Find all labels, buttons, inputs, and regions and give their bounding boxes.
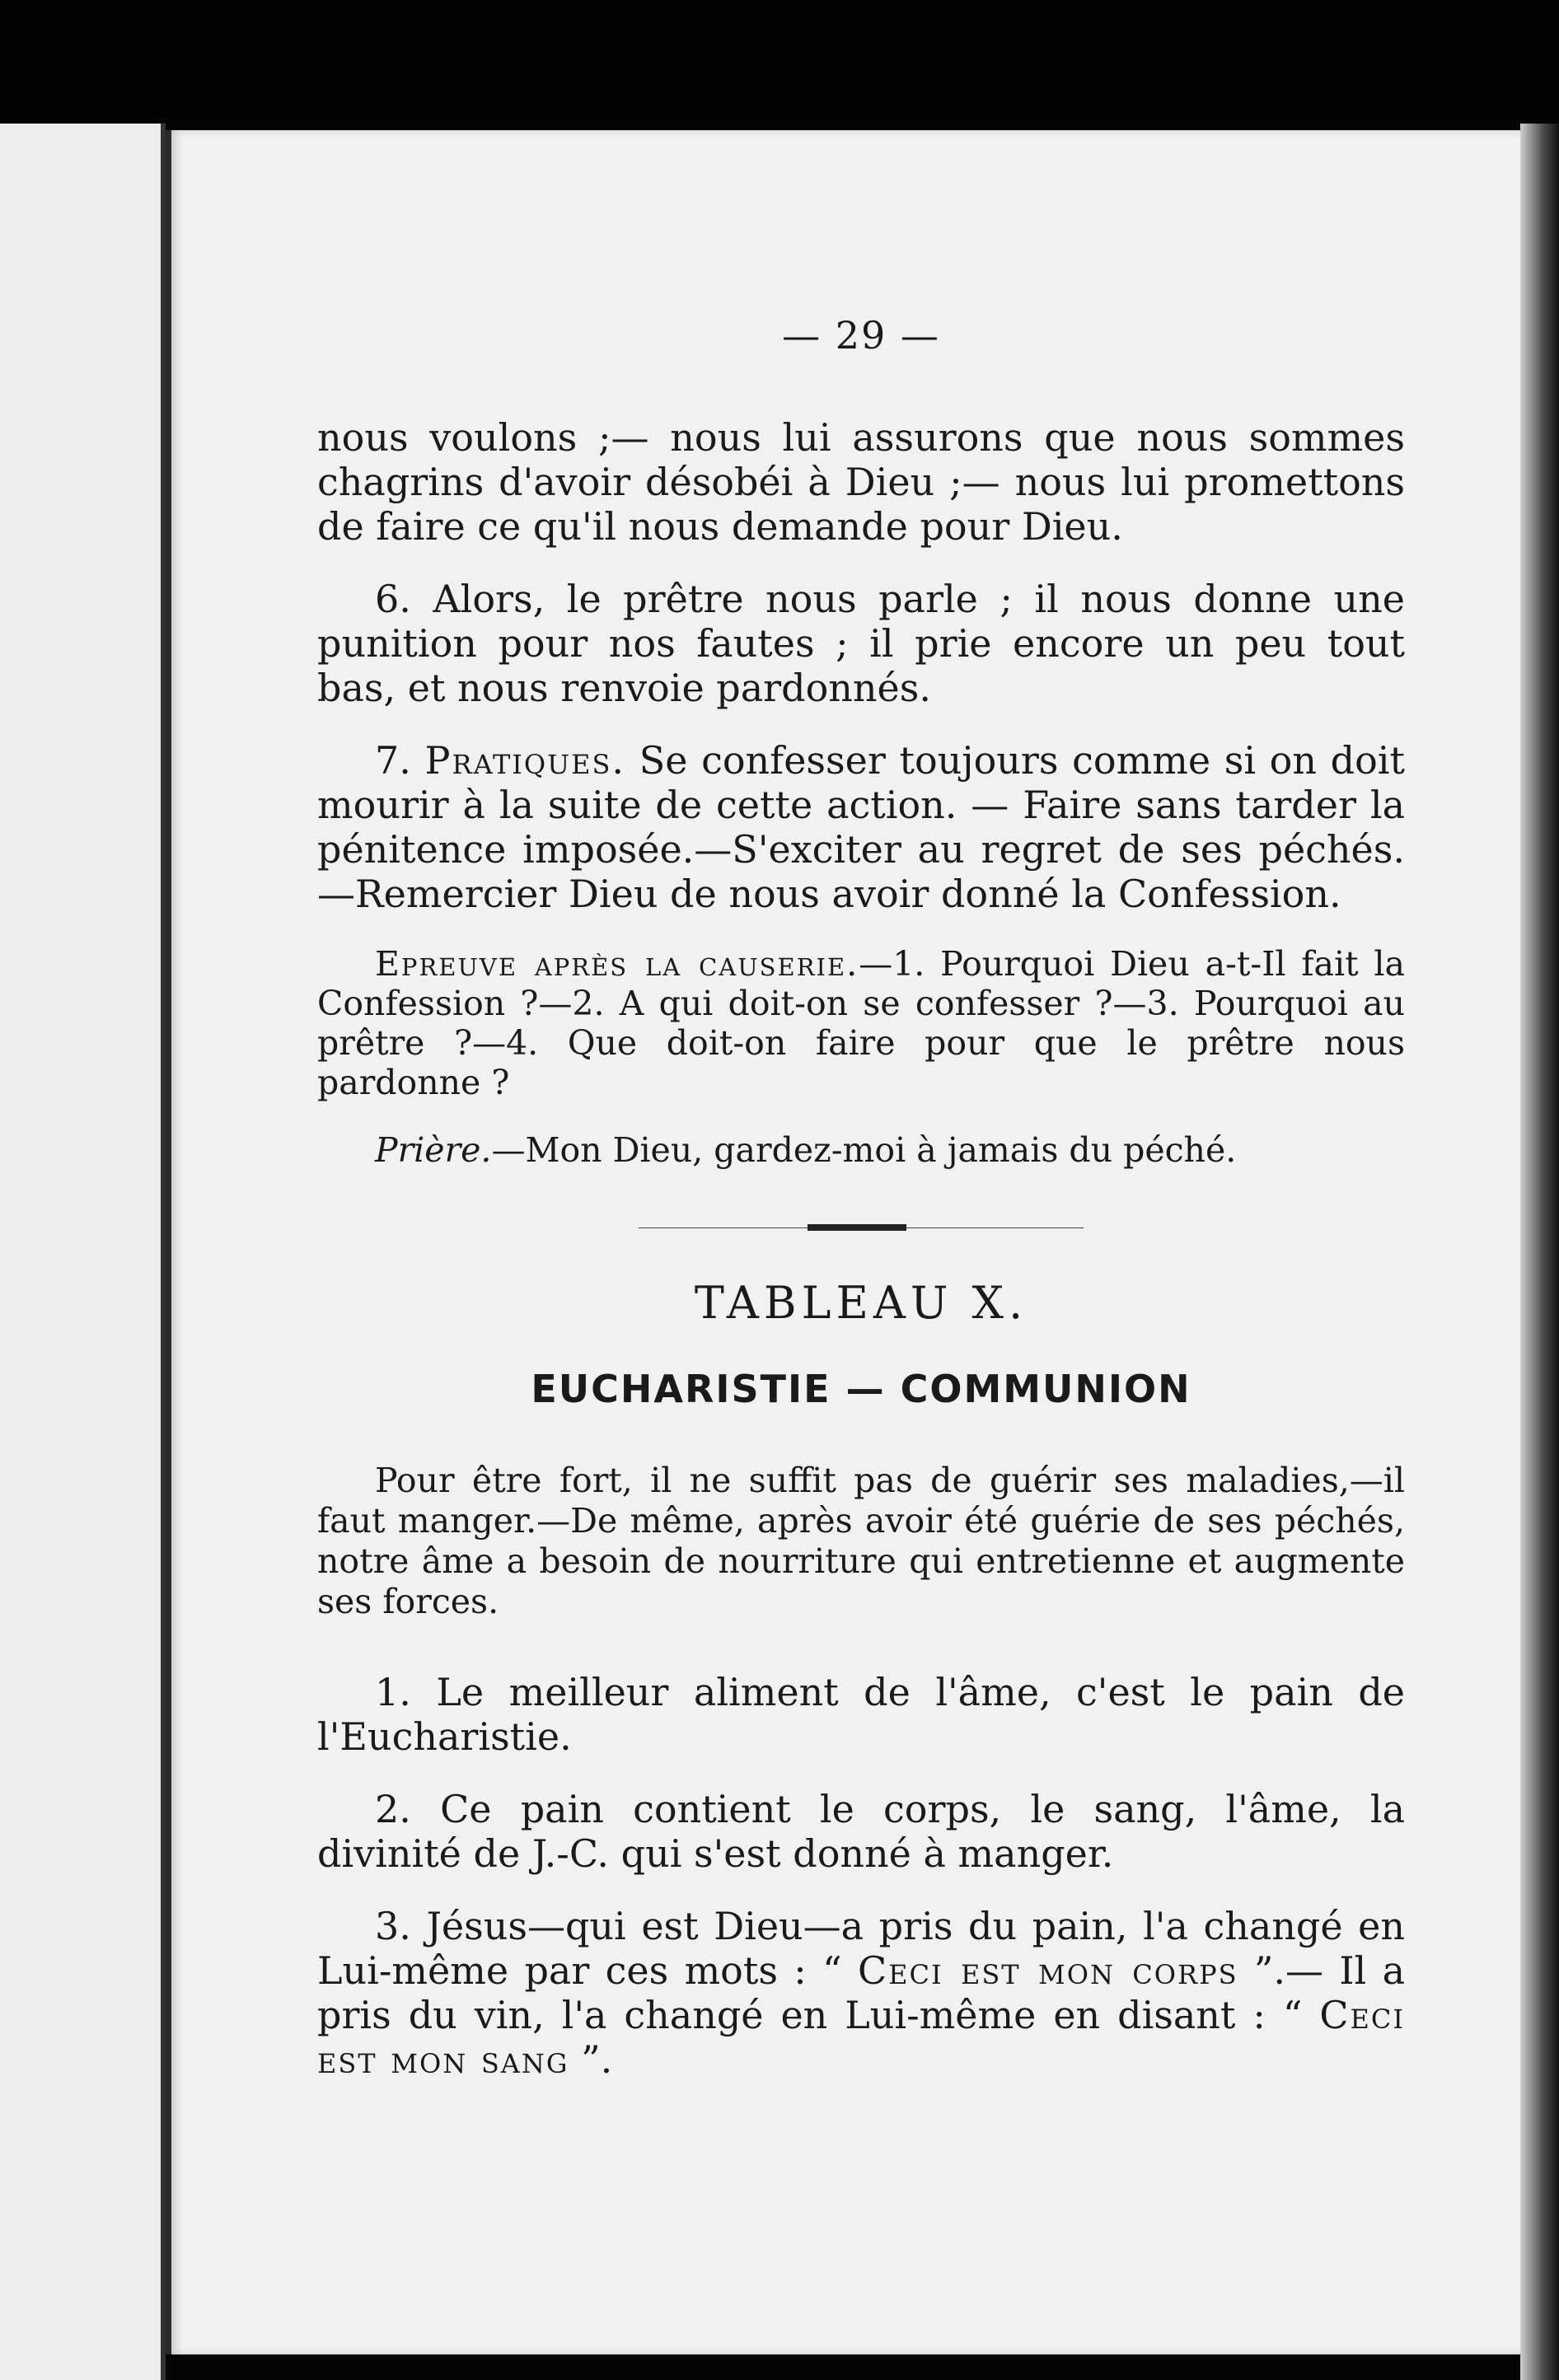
- point-1: 1. Le meilleur aliment de l'âme, c'est le pain de l'Eucharistie.: [317, 1670, 1405, 1759]
- pratiques-number: 7.: [375, 738, 411, 783]
- page-content: [317, 313, 1405, 2110]
- pratiques-text: Se confesser toujours comme si on doit mourir à la suite de cette action. — Faire sans tarder la pénitence imposée.—S'exciter au regret de ses péchés.—Remercier Dieu de nous avoir donné la Confession.: [317, 738, 1405, 916]
- paragraph-priere: [317, 1130, 1405, 1170]
- priere-text: —Mon Dieu, gardez-moi à jamais du péché.: [491, 1130, 1237, 1170]
- page-edge-shadow: [1520, 124, 1559, 2380]
- point-3-part-3: ”.: [569, 2037, 613, 2082]
- previous-page-edge: [0, 124, 166, 2380]
- pratiques-label: Pratiques.: [424, 738, 626, 783]
- section-divider: [639, 1227, 1084, 1232]
- intro-paragraph: Pour être fort, il ne suffit pas de guérir ses maladies,—il faut manger.—De même, après avoir été guérie de ses péchés, notre âme a besoin de nourriture qui entretienne et augmente ses forces.: [317, 1461, 1405, 1621]
- paragraph-continuation: nous voulons ;— nous lui assurons que nous sommes chagrins d'avoir désobéi à Dieu ;— nous lui promettons de faire ce qu'il nous demande pour Dieu.: [317, 415, 1405, 549]
- epreuve-text: —1. Pourquoi Dieu a-t-Il fait la Confession ?—2. A qui doit-on se confesser ?—3. Pourquoi au prêtre ?—4. Que doit-on faire pour que le prêtre nous pardonne ?: [317, 944, 1405, 1102]
- paragraph-epreuve: [317, 944, 1405, 1102]
- quote-ceci-est-mon-sang: Ceci est mon sang: [317, 1993, 1405, 2082]
- point-3-part-2: ”.— Il a pris du vin, l'a changé en Lui-même en disant : “: [317, 1948, 1406, 2037]
- scan-background-top: [0, 0, 1559, 124]
- section-heading: EUCHARISTIE — COMMUNION: [531, 1367, 1191, 1411]
- divider-ornament: [808, 1224, 906, 1231]
- paragraph-pratiques: [317, 738, 1405, 916]
- epreuve-label: Epreuve après la causerie.: [375, 944, 859, 984]
- tableau-title: TABLEAU X.: [694, 1277, 1028, 1329]
- point-3: [317, 1904, 1405, 2082]
- point-3-part-1: 3. Jésus—qui est Dieu—a pris du pain, l'a changé en Lui-même par ces mots : “: [317, 1904, 1405, 1993]
- page-number: — 29 —: [782, 313, 940, 358]
- priere-label: Prière.: [375, 1130, 492, 1170]
- point-2: 2. Ce pain contient le corps, le sang, l'âme, la divinité de J.-C. qui s'est donné à manger.: [317, 1787, 1405, 1876]
- paragraph-6: 6. Alors, le prêtre nous parle ; il nous donne une punition pour nos fautes ; il prie encore un peu tout bas, et nous renvoie pardonnés.: [317, 577, 1405, 710]
- quote-ceci-est-mon-corps: Ceci est mon corps: [857, 1948, 1238, 1993]
